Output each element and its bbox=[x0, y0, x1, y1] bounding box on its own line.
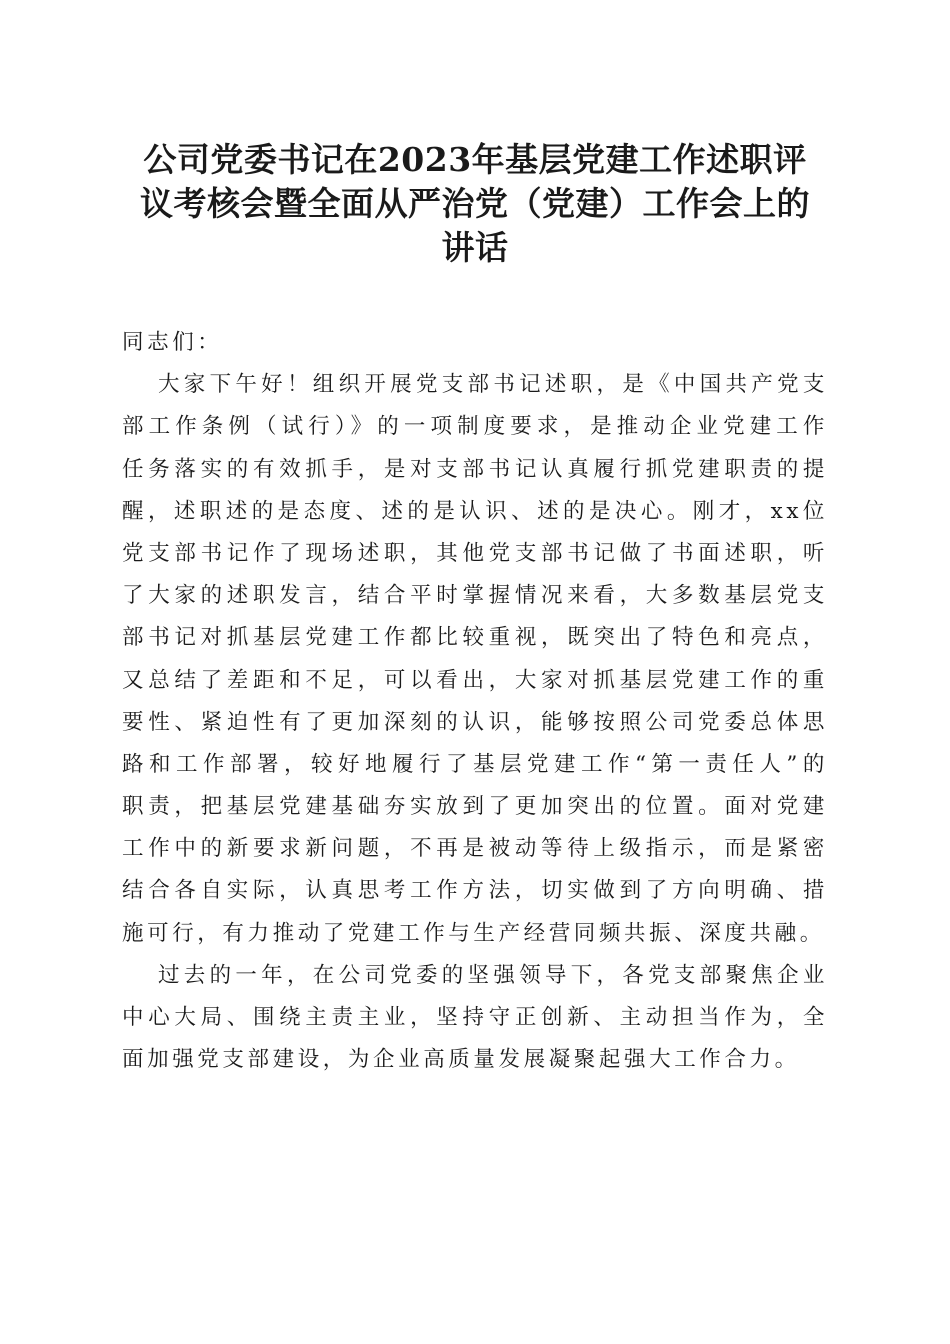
paragraph-1-line: 大家下午好！组织开展党支部书记述职，是《中国共产党支 bbox=[158, 372, 828, 398]
paragraph-2-line: 过去的一年，在公司党委的坚强领导下，各党支部聚焦企业 bbox=[158, 962, 828, 988]
paragraph-1-line: 施可行，有力推动了党建工作与生产经营同频共振、深度共融。 bbox=[122, 920, 825, 946]
paragraph-1-line: 职责，把基层党建基础夯实放到了更加突出的位置。面对党建 bbox=[122, 794, 828, 820]
title-line-2: 议考核会暨全面从严治党（党建）工作会上的 bbox=[140, 184, 810, 223]
paragraph-2 bbox=[122, 955, 828, 1082]
paragraph-1-line: 部工作条例（试行）》的一项制度要求，是推动企业党建工作 bbox=[122, 414, 828, 440]
paragraph-1-line: 工作中的新要求新问题，不再是被动等待上级指示，而是紧密 bbox=[122, 836, 828, 862]
document-body bbox=[122, 322, 828, 1081]
paragraph-2-line: 面加强党支部建设，为企业高质量发展凝聚起强大工作合力。 bbox=[122, 1047, 800, 1073]
paragraph-1-line: 了大家的述职发言，结合平时掌握情况来看，大多数基层党支 bbox=[122, 583, 828, 609]
paragraph-1-line: 部书记对抓基层党建工作都比较重视，既突出了特色和亮点， bbox=[122, 625, 828, 651]
salutation: 同志们： bbox=[122, 330, 223, 355]
paragraph-1-line: 党支部书记作了现场述职，其他党支部书记做了书面述职，听 bbox=[122, 540, 828, 566]
paragraph-2-line: 中心大局、围绕主责主业，坚持守正创新、主动担当作为，全 bbox=[122, 1005, 828, 1030]
paragraph-1 bbox=[122, 364, 828, 955]
title-line-1: 公司党委书记在2023年基层党建工作述职评 bbox=[143, 140, 807, 179]
title-line-3: 讲话 bbox=[441, 228, 509, 267]
paragraph-1-line: 路和工作部署，较好地履行了基层党建工作“第一责任人”的 bbox=[122, 751, 828, 777]
paragraph-1-line: 结合各自实际，认真思考工作方法，切实做到了方向明确、措 bbox=[122, 878, 828, 904]
paragraph-1-line: 醒，述职述的是态度、述的是认识、述的是决心。刚才，xx位 bbox=[122, 498, 828, 524]
document-title bbox=[118, 138, 832, 270]
paragraph-1-line: 任务落实的有效抓手，是对支部书记认真履行抓党建职责的提 bbox=[122, 456, 828, 482]
paragraph-1-line: 又总结了差距和不足，可以看出，大家对抓基层党建工作的重 bbox=[122, 667, 828, 693]
paragraph-1-line: 要性、紧迫性有了更加深刻的认识，能够按照公司党委总体思 bbox=[122, 709, 828, 735]
